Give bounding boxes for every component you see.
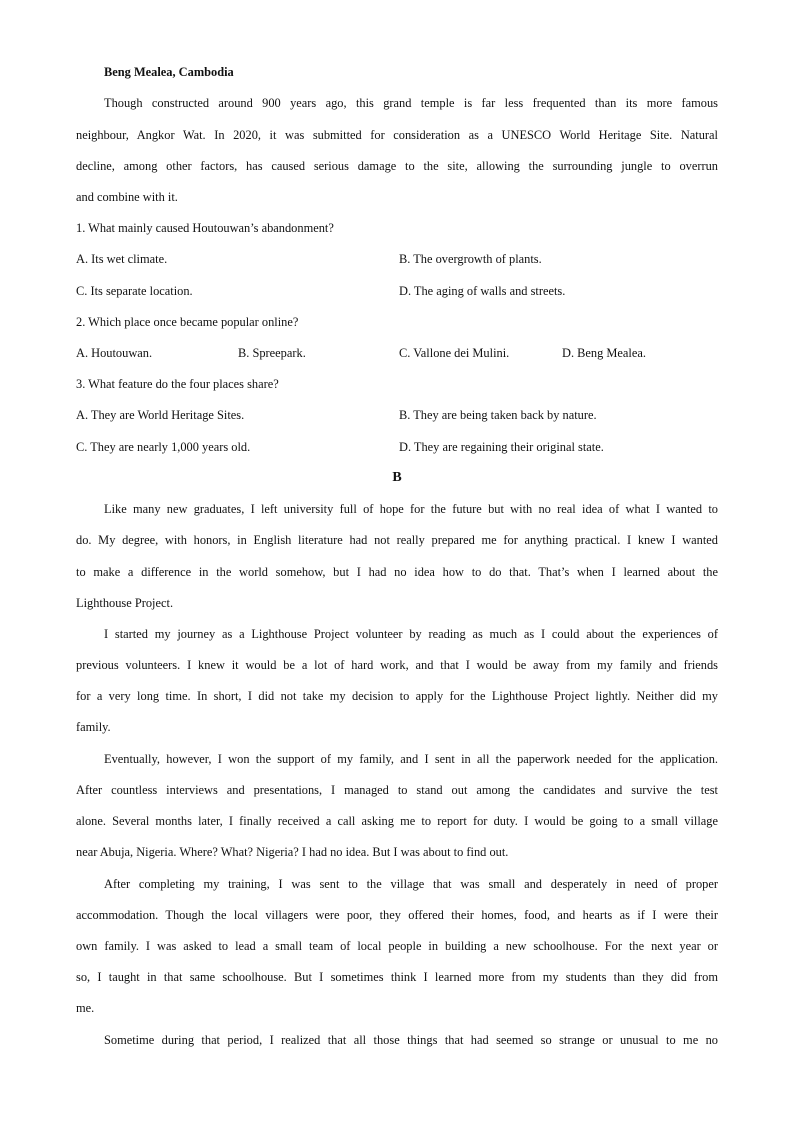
paragraph-line: accommodation. Though the local villagers were poor, they offered their homes, food, and hearts as if I were their xyxy=(76,908,718,922)
question-stem: 2. Which place once became popular online? xyxy=(76,315,299,329)
question-option: A. They are World Heritage Sites. xyxy=(76,408,245,422)
question-option: B. Spreepark. xyxy=(238,346,306,360)
question-option: C. Vallone dei Mulini. xyxy=(399,346,510,360)
question-option: B. The overgrowth of plants. xyxy=(399,252,542,266)
passage-line: and combine with it. xyxy=(76,190,178,204)
paragraph-line: family. xyxy=(76,720,111,734)
question-option: A. Its wet climate. xyxy=(76,252,168,266)
paragraph-line: to make a difference in the world somehow, but I had no idea how to do that. That’s when I learned about the xyxy=(76,565,718,579)
question-option: D. They are regaining their original state. xyxy=(399,440,604,454)
question-stem: 3. What feature do the four places share? xyxy=(76,377,279,391)
question-stem: 1. What mainly caused Houtouwan’s abandonment? xyxy=(76,221,334,235)
question-option: D. Beng Mealea. xyxy=(562,346,646,360)
paragraph-line: for a very long time. In short, I did not take my decision to apply for the Lighthouse Project lightly. Neither did my xyxy=(76,689,718,703)
paragraph-line: own family. I was asked to lead a small team of local people in building a new schoolhouse. For the next year or xyxy=(76,939,718,953)
passage-line: neighbour, Angkor Wat. In 2020, it was submitted for consideration as a UNESCO World Heritage Site. Natural xyxy=(76,128,718,142)
paragraph-line: Eventually, however, I won the support of my family, and I sent in all the paperwork needed for the application. xyxy=(104,752,718,766)
passage-heading: Beng Mealea, Cambodia xyxy=(104,65,234,79)
question-option: C. They are nearly 1,000 years old. xyxy=(76,440,251,454)
paragraph-line: I started my journey as a Lighthouse Project volunteer by reading as much as I could about the experiences of xyxy=(104,627,718,641)
paragraph-line: previous volunteers. I knew it would be a lot of hard work, and that I would be away from my family and friends xyxy=(76,658,718,672)
passage-line: Though constructed around 900 years ago, this grand temple is far less frequented than its more famous xyxy=(104,96,718,110)
paragraph-line: so, I taught in that same schoolhouse. But I sometimes think I learned more from my students than they did from xyxy=(76,970,718,984)
paragraph-line: near Abuja, Nigeria. Where? What? Nigeria? I had no idea. But I was about to find out. xyxy=(76,845,509,859)
question-option: B. They are being taken back by nature. xyxy=(399,408,597,422)
paragraph-line: Like many new graduates, I left university full of hope for the future but with no real idea of what I wanted to xyxy=(104,502,718,516)
paragraph-line: Sometime during that period, I realized that all those things that had seemed so strange or unusual to me no xyxy=(104,1033,718,1047)
paragraph-line: After countless interviews and presentations, I managed to stand out among the candidates and survive the test xyxy=(76,783,718,797)
paragraph-line: Lighthouse Project. xyxy=(76,596,174,610)
section-letter: B xyxy=(392,470,402,485)
question-option: C. Its separate location. xyxy=(76,284,193,298)
passage-line: decline, among other factors, has caused serious damage to the site, allowing the surrounding jungle to overrun xyxy=(76,159,718,173)
paragraph-line: me. xyxy=(76,1001,95,1015)
question-option: D. The aging of walls and streets. xyxy=(399,284,566,298)
paragraph-line: do. My degree, with honors, in English literature had not really prepared me for anything practical. I knew I wanted xyxy=(76,533,718,547)
paragraph-line: After completing my training, I was sent to the village that was small and desperately in need of proper xyxy=(104,877,718,891)
question-option: A. Houtouwan. xyxy=(76,346,153,360)
paragraph-line: alone. Several months later, I finally received a call asking me to report for duty. I would be going to a small village xyxy=(76,814,718,828)
